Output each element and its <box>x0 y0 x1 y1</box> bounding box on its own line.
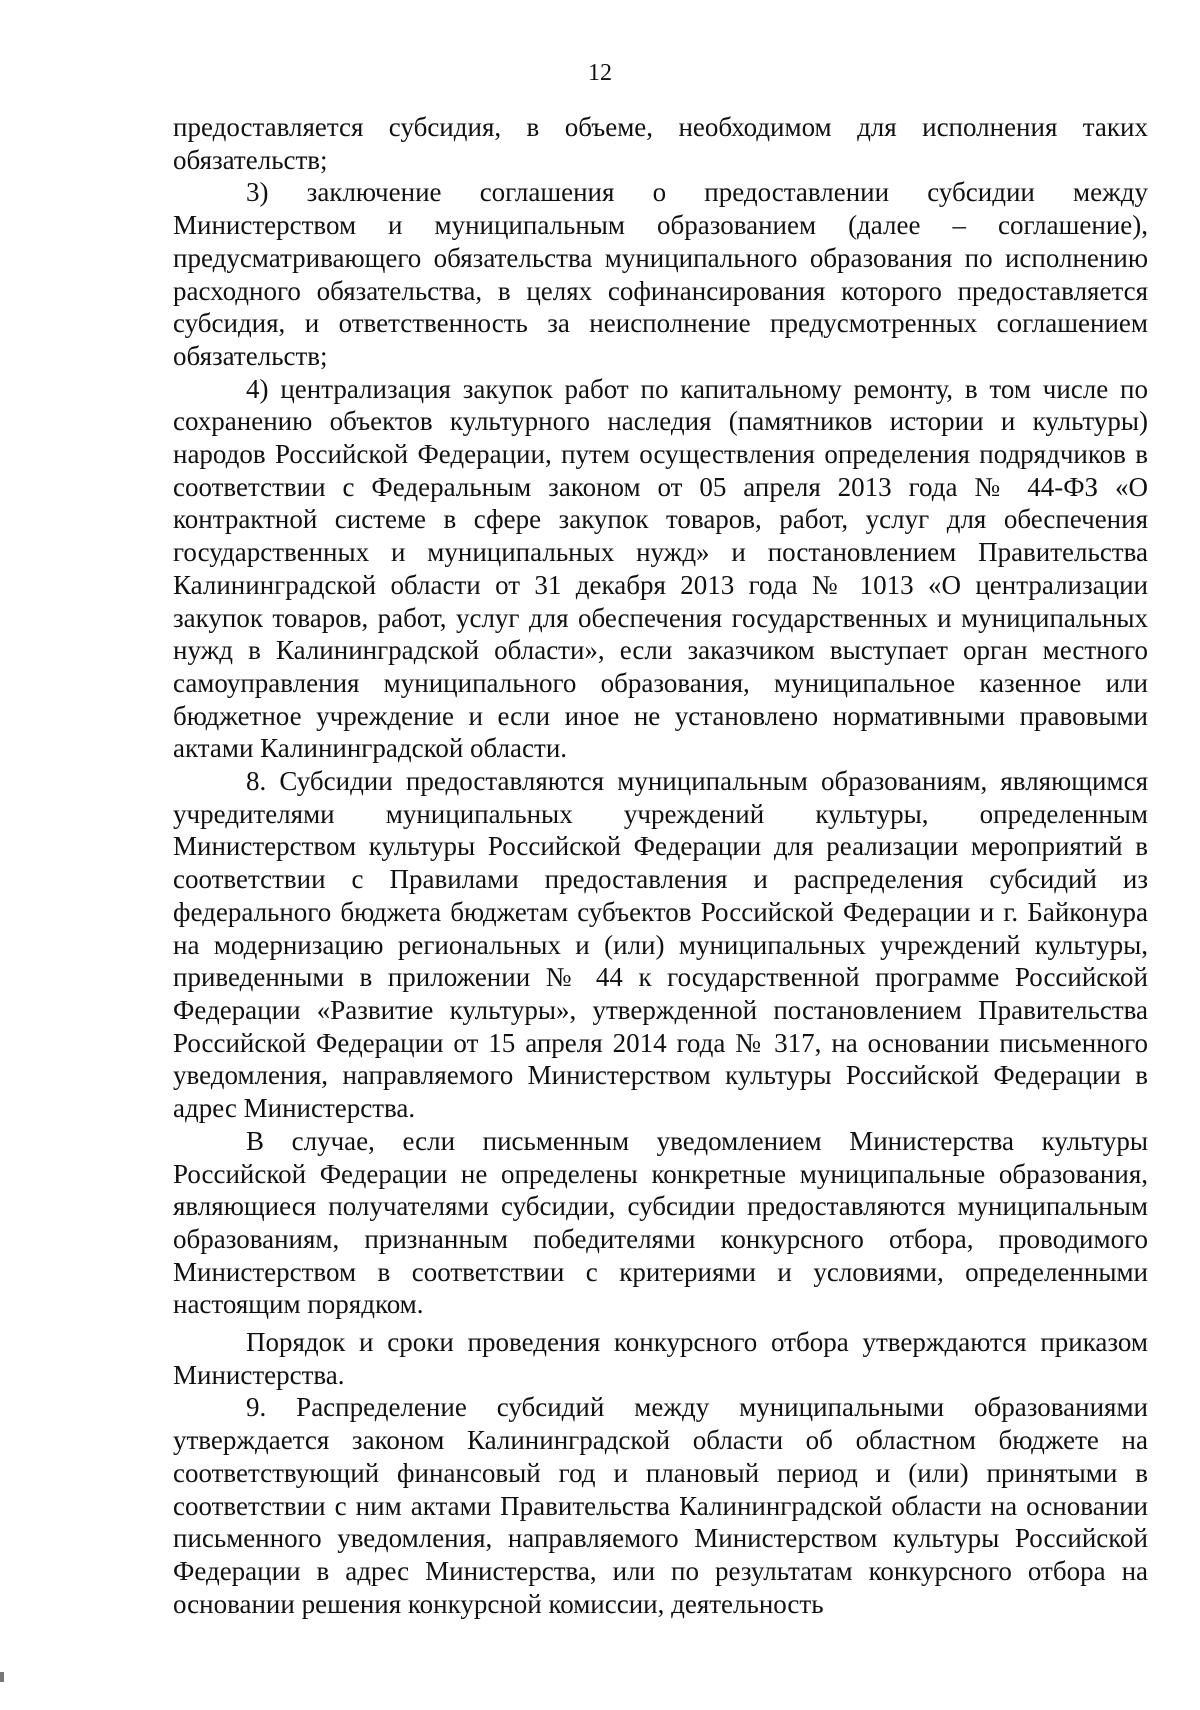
page-number: 12 <box>588 60 612 86</box>
paragraph-continuation: предоставляется субсидия, в объеме, необходимом для исполнения таких обязательств; <box>173 112 1148 175</box>
paragraph-clause-8: 8. Субсидии предоставляются муниципальным образованиям, являющимся учредителями муниципальных учреждений культуры, определенным Министерством культуры Российской Федерации для реализации мероприятий в соответствии с Правилами предоставления и распределения субсидий из федерального бюджета бюджетам субъектов Российской Федерации и г. Байконура на модернизацию региональных и (или) муниципальных учреждений культуры, приведенными в приложении № 44 к государственной программе Российской Федерации «Развитие культуры», утвержденной постановлением Правительства Российской Федерации от 15 апреля 2014 года № 317, на основании письменного уведомления, направляемого Министерством культуры Российской Федерации в адрес Министерства. <box>173 766 1148 1124</box>
paragraph-item-3: 3) заключение соглашения о предоставлении субсидии между Министерством и муниципальным образованием (далее – соглашение), предусматривающего обязательства муниципального образования по исполнению расходного обязательства, в целях софинансирования которого предоставляется субсидия, и ответственность за неисполнение предусмотренных соглашением обязательств; <box>173 177 1148 371</box>
paragraph-clause-8-case: В случае, если письменным уведомлением Министерства культуры Российской Федерации не определены конкретные муниципальные образования, являющиеся получателями субсидии, субсидии предоставляются муниципальным образованиям, признанным победителями конкурсного отбора, проводимого Министерством в соответствии с критериями и условиями, определенными настоящим порядком. <box>173 1125 1148 1320</box>
paragraph-clause-8-procedure: Порядок и сроки проведения конкурсного отбора утверждаются приказом Министерства. <box>173 1327 1148 1390</box>
scan-edge-mark <box>0 1672 4 1682</box>
document-body <box>173 111 1148 1620</box>
paragraph-item-4: 4) централизация закупок работ по капитальному ремонту, в том числе по сохранению объектов культурного наследия (памятников истории и культуры) народов Российской Федерации, путем осуществления определения подрядчиков в соответствии с Федеральным законом от 05 апреля 2013 года № 44-ФЗ «О контрактной системе в сфере закупок товаров, работ, услуг для обеспечения государственных и муниципальных нужд» и постановлением Правительства Калининградской области от 31 декабря 2013 года № 1013 «О централизации закупок товаров, работ, услуг для обеспечения государственных и муниципальных нужд в Калининградской области», если заказчиком выступает орган местного самоуправления муниципального образования, муниципальное казенное или бюджетное учреждение и если иное не установлено нормативными правовыми актами Калининградской области. <box>173 373 1148 764</box>
paragraph-clause-9: 9. Распределение субсидий между муниципальными образованиями утверждается законом Калининградской области об областном бюджете на соответствующий финансовый год и плановый период и (или) принятыми в соответствии с ним актами Правительства Калининградской области на основании письменного уведомления, направляемого Министерством культуры Российской Федерации в адрес Министерства, или по результатам конкурсного отбора на основании решения конкурсной комиссии, деятельность <box>173 1392 1148 1619</box>
